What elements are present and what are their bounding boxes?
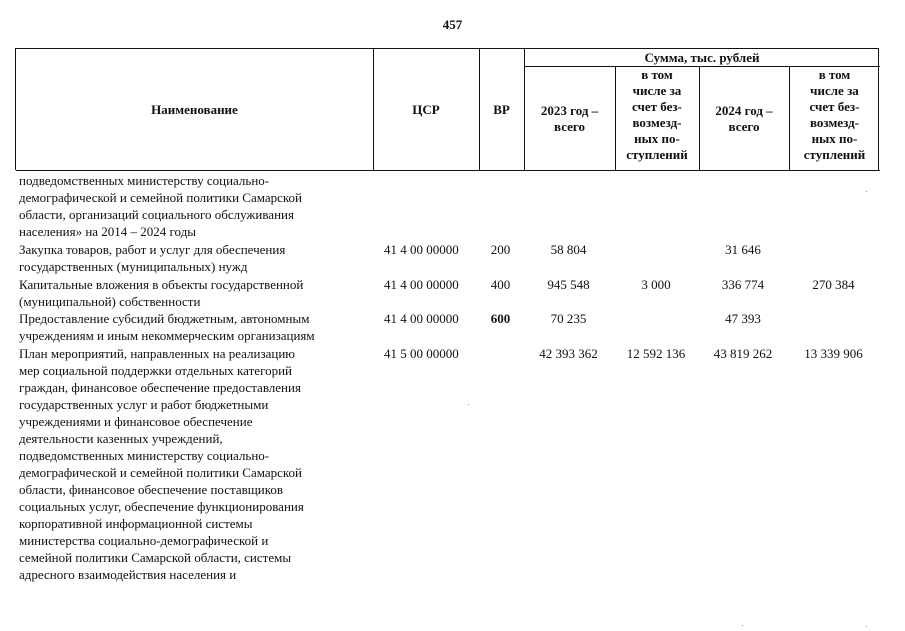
- header-vr: ВР: [493, 102, 510, 117]
- row-2023-total: 58 804: [550, 242, 587, 257]
- row-name: подведомственных министерству социально- демографической и семейной политики Самарской области, организаций социального обслуживания населения» на 2014 – 2024 годы: [19, 173, 303, 239]
- header-2023-free: в том числе за счет без- возмезд- ных по- ступлений: [626, 67, 688, 162]
- scan-speck: [742, 625, 743, 626]
- row-2023-free: 3 000: [641, 277, 671, 292]
- row-vr: 200: [490, 242, 511, 257]
- row-2023-total: 945 548: [547, 277, 590, 292]
- row-vr: 600: [490, 311, 511, 326]
- scan-speck: [468, 404, 469, 405]
- row-name: Капитальные вложения в объекты государственной (муниципальной) собственности: [19, 277, 304, 309]
- table-header: [15, 48, 879, 170]
- scan-speck: [866, 191, 867, 192]
- header-2023-total: 2023 год – всего: [540, 103, 599, 134]
- row-vr: 400: [490, 277, 511, 292]
- header-2024-free: в том числе за счет без- возмезд- ных по- ступлений: [803, 67, 866, 162]
- row-2024-total: 47 393: [725, 311, 761, 326]
- header-sum-title: Сумма, тыс. рублей: [644, 50, 760, 65]
- header-2024-total: 2024 год – всего: [715, 103, 773, 134]
- row-2023-free: 12 592 136: [626, 346, 686, 361]
- row-2023-total: 70 235: [550, 311, 587, 326]
- row-name: Закупка товаров, работ и услуг для обеспечения государственных (муниципальных) нужд: [19, 242, 286, 274]
- row-csr: 41 4 00 00000: [384, 311, 459, 326]
- row-2024-total: 336 774: [721, 277, 765, 292]
- row-2024-free: 270 384: [812, 277, 855, 292]
- scan-speck: [866, 626, 867, 627]
- row-2024-free: 13 339 906: [804, 346, 863, 361]
- row-name: План мероприятий, направленных на реализацию мер социальной поддержки отдельных категорий граждан, финансовое обеспечение предоставления государственных услуг и работ бюджетными учреждениями и финансовое обеспечение деятельности казенных учреждений, подведомственных министерству социально- демографической и семейной политики Самарской области, финансовое обеспечение поставщиков социальных услуг, обеспечение функционирования корпоративной информационной системы министерства социально-демографической и семейной политики Самарской области, системы адресного взаимодействия населения и: [19, 346, 304, 582]
- header-name: Наименование: [151, 102, 238, 117]
- page-number: 457: [442, 17, 463, 32]
- row-csr: 41 5 00 00000: [384, 346, 459, 361]
- row-2023-total: 42 393 362: [539, 346, 598, 361]
- header-csr: ЦСР: [412, 102, 440, 117]
- row-name: Предоставление субсидий бюджетным, автономным учреждениям и иным некоммерческим организациям: [19, 311, 315, 343]
- row-csr: 41 4 00 00000: [384, 242, 459, 257]
- row-2024-total: 31 646: [725, 242, 761, 257]
- row-2024-total: 43 819 262: [713, 346, 773, 361]
- row-csr: 41 4 00 00000: [384, 277, 459, 292]
